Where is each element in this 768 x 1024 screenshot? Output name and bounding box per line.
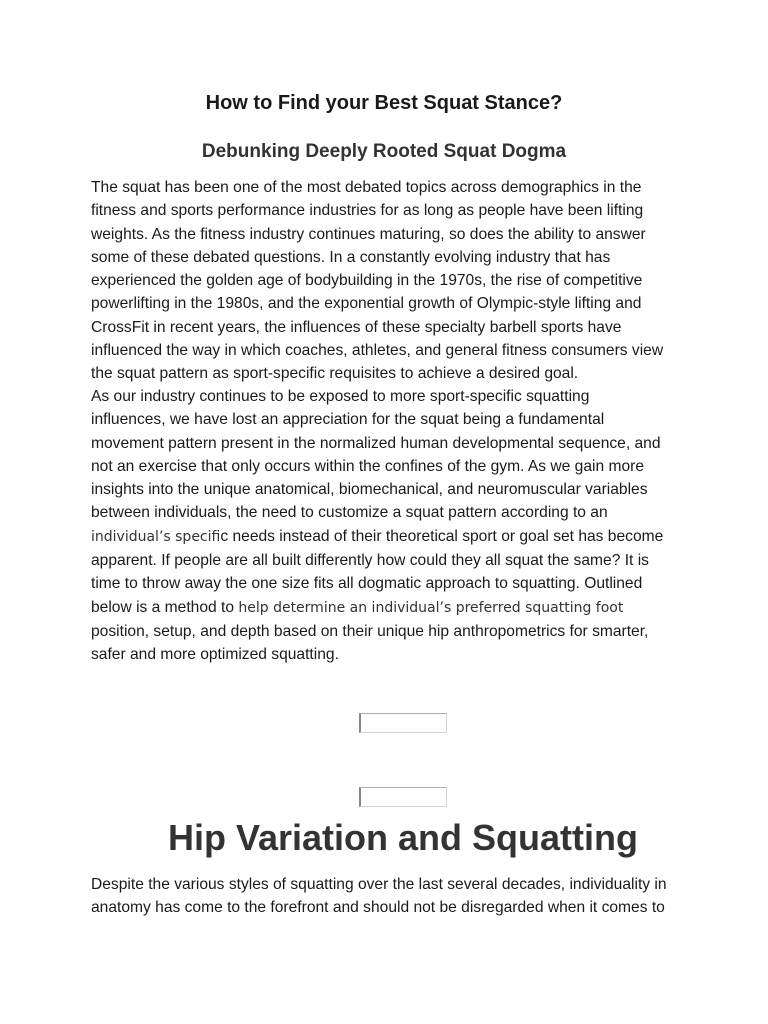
paragraph-line: Despite the various styles of squatting over the last several decades, individuality in: [91, 876, 667, 893]
second-paragraph: [91, 385, 731, 667]
paragraph-line: time to throw away the one size fits all dogmatic approach to squatting. Outlined: [91, 575, 643, 593]
paragraph-line: influences, we have lost an appreciation for the squat being a fundamental: [91, 411, 605, 429]
paragraph-line: As our industry continues to be exposed to more sport-specific squatting: [91, 388, 590, 405]
paragraph-line: [91, 525, 731, 549]
paragraph-line: anatomy has come to the forefront and should not be disregarded when it comes to: [91, 899, 665, 917]
paragraph-line: weights. As the fitness industry continues maturing, so does the ability to answer: [91, 225, 646, 243]
paragraph-line: insights into the unique anatomical, biomechanical, and neuromuscular variables: [91, 481, 648, 499]
section-heading: Hip Variation and Squatting: [167, 817, 639, 858]
paragraph-line: [91, 596, 731, 620]
paragraph-line: apparent. If people are all built differently how could they all squat the same? It is: [91, 552, 649, 570]
paragraph-line: powerlifting in the 1980s, and the exponential growth of Olympic-style lifting and: [91, 295, 642, 313]
paragraph-line: between individuals, the need to customize a squat pattern according to an: [91, 504, 608, 522]
paragraph-line: CrossFit in recent years, the influences of these specialty barbell sports have: [91, 318, 622, 336]
paragraph-line: experienced the golden age of bodybuilding in the 1970s, the rise of competitive: [91, 272, 643, 290]
paragraph-line: some of these debated questions. In a constantly evolving industry that has: [91, 248, 611, 266]
paragraph-fragment: help determine an individual’s preferred squatting foot: [238, 599, 624, 616]
paragraph-line: The squat has been one of the most debated topics across demographics in the: [91, 179, 642, 196]
paragraph-fragment: c needs instead of their theoretical sport or goal set has become: [220, 527, 664, 545]
section-paragraph: [91, 873, 731, 920]
image-placeholder: [359, 713, 447, 733]
paragraph-line: movement pattern present in the normalized human developmental sequence, and: [91, 434, 661, 452]
page-title: How to Find your Best Squat Stance?: [205, 92, 563, 114]
paragraph-fragment: individual’s specifi: [91, 528, 221, 545]
paragraph-line: fitness and sports performance industries for as long as people have been lifting: [91, 202, 644, 220]
paragraph-line: position, setup, and depth based on their unique hip anthropometrics for smarter,: [91, 622, 649, 640]
paragraph-line: safer and more optimized squatting.: [91, 646, 339, 664]
image-placeholder: [359, 787, 447, 807]
page-subtitle: Debunking Deeply Rooted Squat Dogma: [201, 141, 567, 162]
paragraph-line: influenced the way in which coaches, athletes, and general fitness consumers view: [91, 342, 664, 360]
paragraph-fragment: below is a method to: [91, 598, 239, 616]
paragraph-line: the squat pattern as sport-specific requisites to achieve a desired goal.: [91, 365, 579, 383]
paragraph-line: not an exercise that only occurs within the confines of the gym. As we gain more: [91, 457, 644, 475]
intro-paragraph: [91, 176, 731, 386]
